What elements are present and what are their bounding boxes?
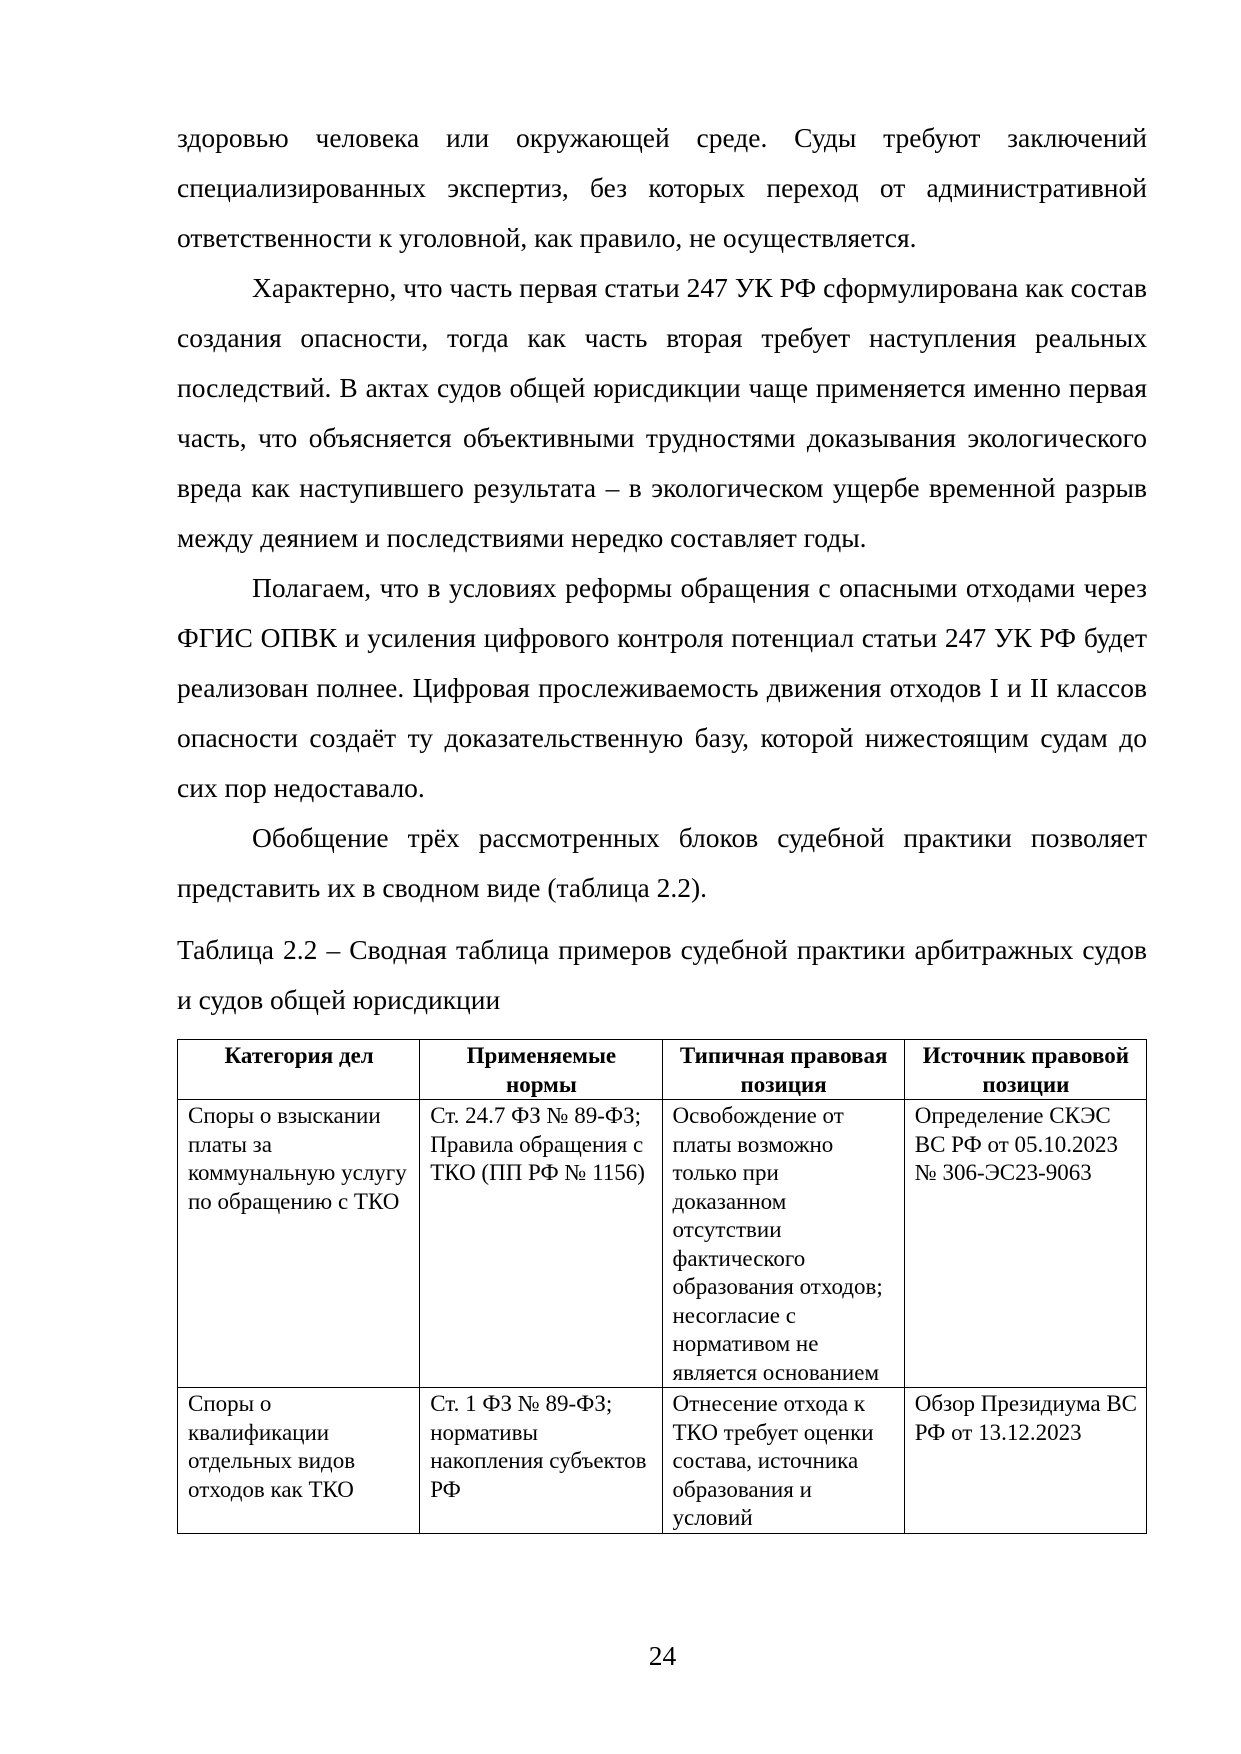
column-header: Типичная правовая позиция (662, 1040, 904, 1100)
table-caption: Таблица 2.2 – Сводная таблица примеров судебной практики арбитражных судов и судов общей юрисдикции (177, 934, 1147, 1015)
column-header: Источник правовой позиции (904, 1040, 1146, 1100)
body-paragraph: Характерно, что часть первая статьи 247 УК РФ сформулирована как состав создания опасности, тогда как часть вторая требует наступления реальных последствий. В актах судов общей юрисдикции чаще применяется именно первая часть, что объясняется объективными трудностями доказывания экологического вреда как наступившего результата – в экологическом ущербе временной разрыв между деянием и последствиями нередко составляет годы. (177, 272, 1147, 553)
page-number: 24 (648, 1640, 677, 1671)
table-cell: Освобождение от платы возможно только при доказанном отсутствии фактического образования отходов; несогласие с нормативом не является основанием (662, 1100, 904, 1388)
table-row (178, 1100, 1147, 1388)
body-paragraph: Обобщение трёх рассмотренных блоков судебной практики позволяет представить их в сводном виде (таблица 2.2). (177, 822, 1147, 903)
table-cell: Определение СКЭС ВС РФ от 05.10.2023 № 306-ЭС23-9063 (904, 1100, 1146, 1388)
table-cell: Отнесение отхода к ТКО требует оценки состава, источника образования и условий (662, 1388, 904, 1534)
court-practice-table (177, 1039, 1147, 1534)
column-header: Категория дел (178, 1040, 420, 1100)
table-cell: Обзор Президиума ВС РФ от 13.12.2023 (904, 1388, 1146, 1534)
table-cell: Ст. 1 ФЗ № 89-ФЗ; нормативы накопления субъектов РФ (420, 1388, 662, 1534)
column-header: Применяемые нормы (420, 1040, 662, 1100)
table-header-row (178, 1040, 1147, 1100)
table-row (178, 1388, 1147, 1534)
table-cell: Ст. 24.7 ФЗ № 89-ФЗ; Правила обращения с ТКО (ПП РФ № 1156) (420, 1100, 662, 1388)
document-page (177, 113, 1147, 1534)
body-paragraph: Полагаем, что в условиях реформы обращения с опасными отходами через ФГИС ОПВК и усиления цифрового контроля потенциал статьи 247 УК РФ будет реализован полнее. Цифровая прослеживаемость движения отходов I и II классов опасности создаёт ту доказательственную базу, которой нижестоящим судам до сих пор недоставало. (177, 572, 1147, 803)
body-paragraph: здоровью человека или окружающей среде. Суды требуют заключений специализированных экспертиз, без которых переход от административной ответственности к уголовной, как правило, не осуществляется. (177, 122, 1147, 253)
table-cell: Споры о взыскании платы за коммунальную услугу по обращению с ТКО (178, 1100, 420, 1388)
table-cell: Споры о квалификации отдельных видов отходов как ТКО (178, 1388, 420, 1534)
